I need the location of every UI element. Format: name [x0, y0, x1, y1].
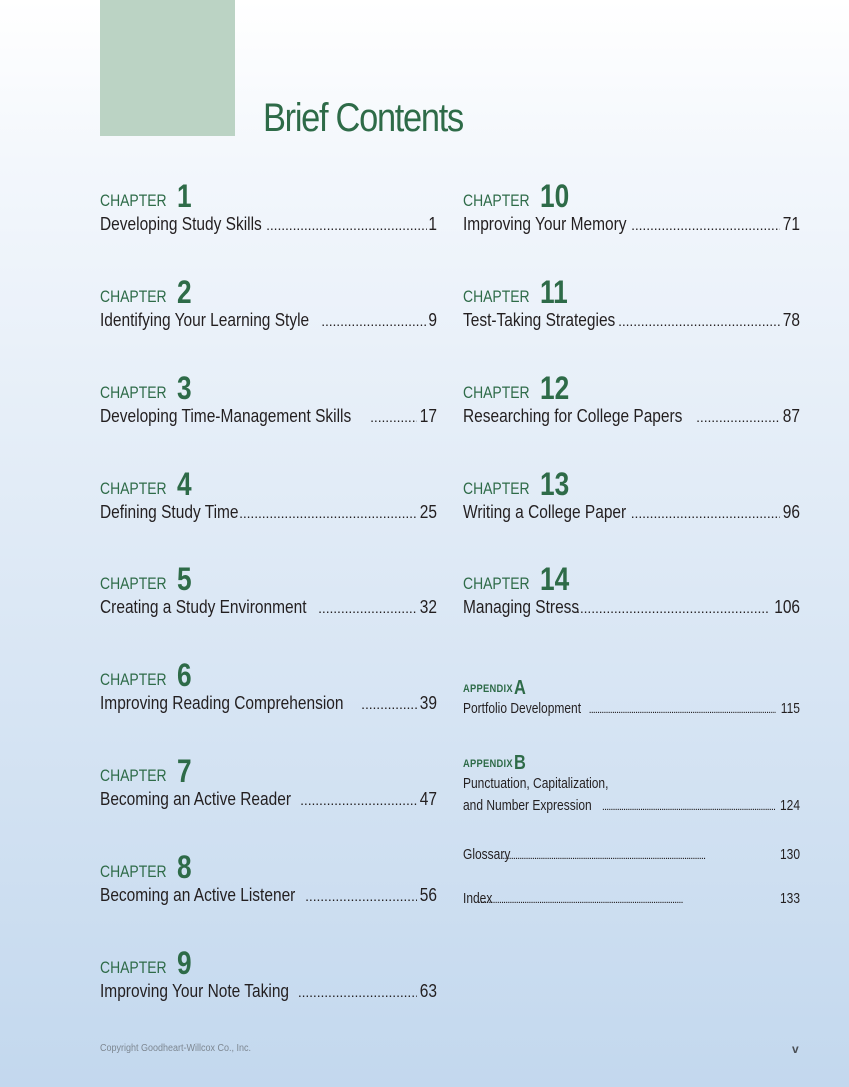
dot-leader: [602, 795, 775, 818]
dot-leader: [370, 404, 417, 429]
page-title: Brief Contents: [263, 96, 463, 140]
chapter-label: CHAPTER: [463, 574, 530, 593]
page-number: 1: [428, 214, 437, 234]
dot-leader: [298, 979, 417, 1004]
toc-entry-chapter-1[interactable]: [100, 178, 437, 237]
chapter-title: Improving Your Note Taking: [100, 981, 290, 1001]
chapter-number: 10: [540, 178, 570, 214]
chapter-title: Test-Taking Strategies: [463, 310, 616, 330]
chapter-label: CHAPTER: [463, 191, 530, 210]
page-number: 25: [419, 502, 437, 522]
appendix-label: APPENDIX: [463, 683, 513, 695]
toc-entry-chapter-12[interactable]: [463, 370, 800, 429]
dot-leader: [500, 844, 775, 867]
appendix-title: and Number Expression: [463, 797, 592, 814]
page-number: 56: [419, 885, 437, 905]
chapter-number: 6: [177, 657, 192, 693]
page-number: 63: [419, 981, 437, 1001]
chapter-label: CHAPTER: [100, 670, 167, 689]
dot-leader: [478, 888, 775, 911]
chapter-number: 2: [177, 274, 192, 310]
dot-leader: [631, 500, 780, 525]
page-number: 78: [782, 310, 800, 330]
chapter-number: 11: [540, 274, 568, 310]
index-title: Index: [463, 890, 493, 907]
chapter-title: Managing Stress: [463, 597, 580, 617]
dot-leader: [305, 883, 417, 908]
page-number: 9: [428, 310, 437, 330]
dot-leader: [266, 212, 427, 237]
chapter-label: CHAPTER: [463, 287, 530, 306]
dot-leader: [696, 404, 780, 429]
appendix-label: APPENDIX: [463, 758, 513, 770]
chapter-title: Writing a College Paper: [463, 502, 627, 522]
chapter-title: Developing Study Skills: [100, 214, 262, 234]
chapter-number: 9: [177, 945, 192, 981]
page-number: 87: [782, 406, 800, 426]
dot-leader: [239, 500, 417, 525]
chapter-title: Developing Time-Management Skills: [100, 406, 352, 426]
toc-entry-chapter-3[interactable]: [100, 370, 437, 429]
chapter-label: CHAPTER: [463, 479, 530, 498]
chapter-number: 13: [540, 466, 570, 502]
chapter-title: Becoming an Active Listener: [100, 885, 296, 905]
chapter-title: Identifying Your Learning Style: [100, 310, 310, 330]
appendix-letter: A: [513, 677, 526, 699]
appendix-title-line1: Punctuation, Capitalization,: [463, 775, 609, 792]
chapter-number: 4: [177, 466, 192, 502]
chapter-title: Researching for College Papers: [463, 406, 683, 426]
appendix-letter: B: [513, 752, 526, 774]
chapter-title: Improving Your Memory: [463, 214, 627, 234]
toc-entry-chapter-7[interactable]: [100, 753, 437, 812]
toc-entry-chapter-6[interactable]: [100, 657, 437, 716]
toc-entry-chapter-11[interactable]: [463, 274, 800, 333]
chapter-label: CHAPTER: [100, 383, 167, 402]
chapter-number: 5: [177, 561, 192, 597]
page-number: 17: [419, 406, 437, 426]
toc-entry-appendix-b[interactable]: [463, 749, 800, 818]
page-number: 39: [419, 693, 437, 713]
glossary-title: Glossary: [463, 846, 511, 863]
dot-leader: [618, 308, 780, 333]
chapter-label: CHAPTER: [463, 383, 530, 402]
chapter-title: Becoming an Active Reader: [100, 789, 292, 809]
decorative-green-square: [100, 0, 235, 136]
chapter-title: Improving Reading Comprehension: [100, 693, 344, 713]
dot-leader: [300, 787, 417, 812]
page-folio: v: [792, 1042, 799, 1056]
chapter-number: 7: [177, 753, 192, 789]
page-number: 96: [782, 502, 800, 522]
chapter-number: 3: [177, 370, 192, 406]
chapter-title: Creating a Study Environment: [100, 597, 307, 617]
toc-entry-glossary[interactable]: [463, 844, 800, 867]
dot-leader: [321, 308, 427, 333]
chapter-number: 12: [540, 370, 570, 406]
toc-entry-chapter-4[interactable]: [100, 466, 437, 525]
dot-leader: [361, 691, 417, 716]
toc-entry-chapter-13[interactable]: [463, 466, 800, 525]
chapter-label: CHAPTER: [100, 287, 167, 306]
toc-entry-chapter-10[interactable]: [463, 178, 800, 237]
chapter-title: Defining Study Time: [100, 502, 239, 522]
dot-leader: [318, 595, 417, 620]
chapter-label: CHAPTER: [100, 862, 167, 881]
chapter-label: CHAPTER: [100, 479, 167, 498]
chapter-label: CHAPTER: [100, 191, 167, 210]
chapter-label: CHAPTER: [100, 766, 167, 785]
toc-entry-appendix-a[interactable]: [463, 674, 800, 721]
dot-leader: [589, 698, 777, 721]
page-number: 124: [779, 797, 800, 814]
dot-leader: [631, 212, 780, 237]
toc-entry-index[interactable]: [463, 888, 800, 911]
page-number: 130: [779, 846, 800, 863]
dot-leader: [576, 595, 770, 620]
page-number: 47: [419, 789, 437, 809]
page-number: 115: [780, 700, 800, 717]
toc-entry-chapter-9[interactable]: [100, 945, 437, 1004]
chapter-label: CHAPTER: [100, 958, 167, 977]
appendix-title: Portfolio Development: [463, 700, 582, 717]
page-number: 133: [779, 890, 800, 907]
toc-entry-chapter-5[interactable]: [100, 561, 437, 620]
toc-entry-chapter-14[interactable]: [463, 561, 800, 620]
chapter-number: 1: [177, 178, 192, 214]
chapter-number: 14: [540, 561, 570, 597]
page-number: 71: [782, 214, 800, 234]
toc-entry-chapter-8[interactable]: [100, 849, 437, 908]
page-number: 106: [774, 597, 800, 617]
chapter-label: CHAPTER: [100, 574, 167, 593]
page-number: 32: [419, 597, 437, 617]
toc-entry-chapter-2[interactable]: [100, 274, 437, 333]
chapter-number: 8: [177, 849, 192, 885]
copyright-notice: Copyright Goodheart-Willcox Co., Inc.: [100, 1043, 252, 1054]
